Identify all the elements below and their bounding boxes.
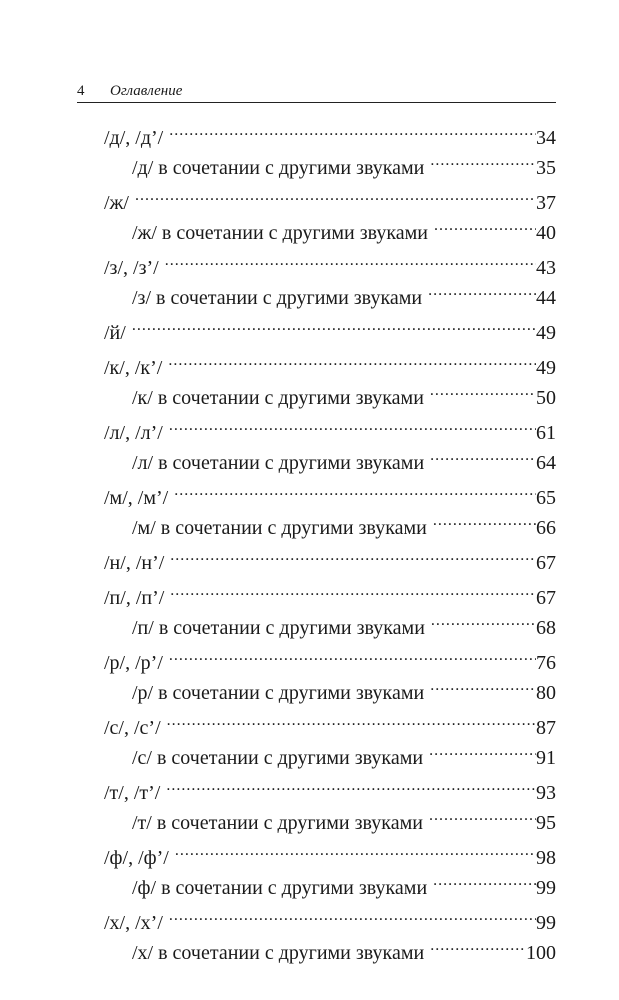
running-title: Оглавление [110, 83, 183, 99]
toc-entry-label: /м/, /м’/ [104, 487, 169, 509]
toc-entry[interactable] [104, 838, 556, 869]
page-number: 4 [77, 83, 85, 99]
toc-entry-label: /р/ в сочетании с другими звуками [132, 682, 425, 704]
toc-entry[interactable] [104, 248, 556, 279]
toc-entry-label: /з/ в сочетании с другими звуками [132, 287, 423, 309]
toc-entry-page-number: 50 [536, 387, 556, 409]
toc-entry-page-number: 68 [536, 617, 556, 639]
toc-subentry[interactable] [104, 378, 556, 409]
toc-entry-page-number: 61 [536, 422, 556, 444]
toc-subentry[interactable] [104, 868, 556, 899]
dot-leader [169, 118, 536, 144]
toc-entry-page-number: 49 [536, 357, 556, 379]
toc-entry-page-number: 67 [536, 587, 556, 609]
dot-leader [431, 608, 536, 634]
toc-entry-label: /с/ в сочетании с другими звуками [132, 747, 424, 769]
toc-entry-label: /ж/ [104, 192, 129, 214]
dot-leader [174, 478, 536, 504]
toc-entry-page-number: 35 [536, 157, 556, 179]
toc-entry-page-number: 99 [536, 877, 556, 899]
toc-entry-page-number: 66 [536, 517, 556, 539]
toc-entry[interactable] [104, 708, 556, 739]
toc-entry-label: /л/ в сочетании с другими звуками [132, 452, 425, 474]
toc-entry[interactable] [104, 643, 556, 674]
toc-subentry[interactable] [104, 673, 556, 704]
toc-subentry[interactable] [104, 278, 556, 309]
toc-entry-page-number: 93 [536, 782, 556, 804]
running-header [77, 82, 556, 103]
toc-entry[interactable] [104, 183, 556, 214]
toc-entry-page-number: 95 [536, 812, 556, 834]
toc-entry[interactable] [104, 903, 556, 934]
toc-entry-label: /й/ [104, 322, 126, 344]
dot-leader [430, 673, 536, 699]
dot-leader [429, 738, 536, 764]
toc-entry-label: /л/, /л’/ [104, 422, 163, 444]
toc-subentry[interactable] [104, 508, 556, 539]
toc-entry-page-number: 67 [536, 552, 556, 574]
dot-leader [169, 413, 536, 439]
toc-entry-label: /ф/ в сочетании с другими звуками [132, 877, 428, 899]
toc-entry-label: /д/, /д’/ [104, 127, 164, 149]
toc-entry-label: /т/, /т’/ [104, 782, 161, 804]
dot-leader [165, 248, 536, 274]
toc-subentry[interactable] [104, 738, 556, 769]
dot-leader [169, 903, 536, 929]
toc-entry-label: /м/ в сочетании с другими звуками [132, 517, 427, 539]
toc-entry[interactable] [104, 348, 556, 379]
toc-entry-page-number: 64 [536, 452, 556, 474]
dot-leader [132, 313, 536, 339]
toc-entry-label: /ж/ в сочетании с другими звуками [132, 222, 429, 244]
dot-leader [175, 838, 536, 864]
dot-leader [433, 868, 536, 894]
toc-entry-label: /к/, /к’/ [104, 357, 163, 379]
toc-entry-label: /х/, /х’/ [104, 912, 163, 934]
dot-leader [167, 708, 536, 734]
toc-subentry[interactable] [104, 608, 556, 639]
toc-entry-label: /с/, /с’/ [104, 717, 161, 739]
dot-leader [166, 773, 536, 799]
toc-entry-page-number: 99 [536, 912, 556, 934]
toc-subentry[interactable] [104, 213, 556, 244]
toc-entry-label: /т/ в сочетании с другими звуками [132, 812, 423, 834]
dot-leader [170, 543, 536, 569]
toc-entry[interactable] [104, 478, 556, 509]
dot-leader [430, 933, 526, 959]
toc-entry[interactable] [104, 543, 556, 574]
toc-entry-page-number: 87 [536, 717, 556, 739]
dot-leader [169, 643, 536, 669]
dot-leader [429, 803, 536, 829]
toc-entry-page-number: 49 [536, 322, 556, 344]
toc-entry-label: /х/ в сочетании с другими звуками [132, 942, 425, 964]
dot-leader [170, 578, 536, 604]
toc-subentry[interactable] [104, 148, 556, 179]
toc-entry-page-number: 44 [536, 287, 556, 309]
toc-entry-label: /р/, /р’/ [104, 652, 163, 674]
toc-entry-page-number: 34 [536, 127, 556, 149]
dot-leader [428, 278, 536, 304]
toc-entry-page-number: 80 [536, 682, 556, 704]
toc-entry-page-number: 91 [536, 747, 556, 769]
dot-leader [433, 508, 536, 534]
dot-leader [430, 378, 536, 404]
toc-entry-label: /д/ в сочетании с другими звуками [132, 157, 425, 179]
toc-entry-page-number: 65 [536, 487, 556, 509]
toc-entry-page-number: 76 [536, 652, 556, 674]
toc-entry[interactable] [104, 773, 556, 804]
toc-entry[interactable] [104, 313, 556, 344]
toc-entry-page-number: 98 [536, 847, 556, 869]
toc-subentry[interactable] [104, 443, 556, 474]
toc-subentry[interactable] [104, 803, 556, 834]
dot-leader [434, 213, 536, 239]
toc-entry-page-number: 40 [536, 222, 556, 244]
toc-entry[interactable] [104, 413, 556, 444]
toc-entry-label: /ф/, /ф’/ [104, 847, 169, 869]
dot-leader [135, 183, 536, 209]
toc-entry-page-number: 100 [526, 942, 556, 964]
toc-entry[interactable] [104, 118, 556, 149]
toc-entry-label: /н/, /н’/ [104, 552, 165, 574]
toc-entry-label: /п/ в сочетании с другими звуками [132, 617, 425, 639]
dot-leader [430, 443, 536, 469]
toc-subentry[interactable] [104, 933, 556, 964]
toc-entry[interactable] [104, 578, 556, 609]
dot-leader [430, 148, 536, 174]
toc-entry-label: /з/, /з’/ [104, 257, 159, 279]
dot-leader [168, 348, 536, 374]
table-of-contents [104, 118, 556, 964]
toc-entry-page-number: 37 [536, 192, 556, 214]
toc-entry-page-number: 43 [536, 257, 556, 279]
toc-entry-label: /к/ в сочетании с другими звуками [132, 387, 424, 409]
toc-entry-label: /п/, /п’/ [104, 587, 165, 609]
